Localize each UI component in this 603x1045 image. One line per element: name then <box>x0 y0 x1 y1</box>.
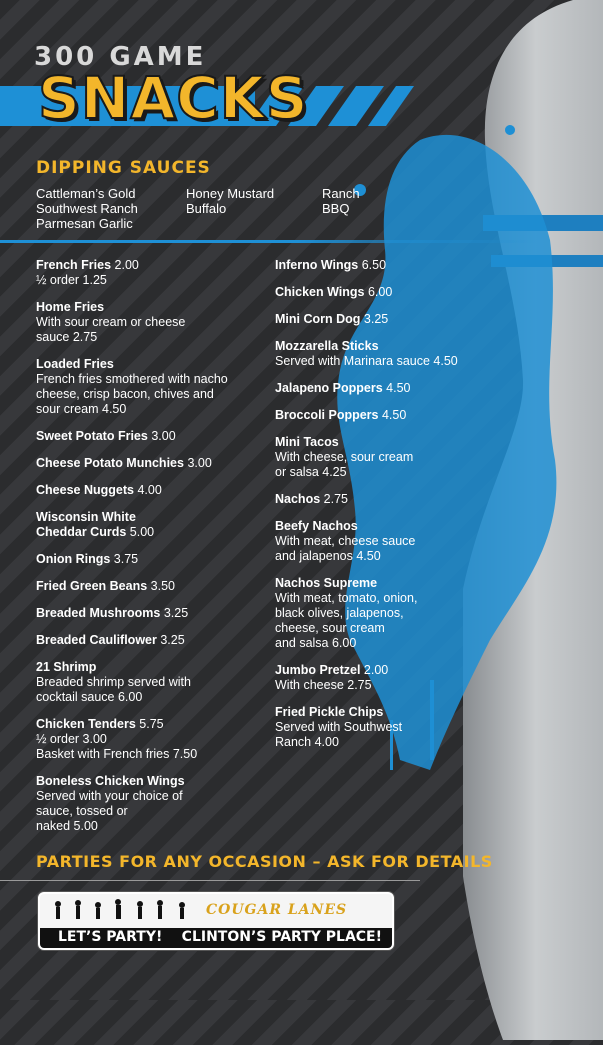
menu-item-name: Sweet Potato Fries <box>36 429 148 443</box>
menu-item-name: Cheese Nuggets <box>36 483 134 497</box>
sauces-column-2 <box>186 186 274 216</box>
menu-item-name: Breaded Cauliflower <box>36 633 157 647</box>
menu-item <box>36 717 266 762</box>
menu-item <box>36 258 266 288</box>
sauces-heading: DIPPING SAUCES <box>36 158 211 178</box>
sauce-item: BBQ <box>322 201 350 216</box>
menu-item-name: Mozzarella Sticks <box>275 339 379 353</box>
menu-item <box>36 456 266 471</box>
menu-item-description: Served with Southwest Ranch 4.00 <box>275 720 403 749</box>
menu-item-description: ½ order 3.00 Basket with French fries 7.50 <box>36 732 198 761</box>
menu-item <box>36 300 266 345</box>
menu-item <box>36 552 266 567</box>
menu-item-price: 3.00 <box>151 429 176 443</box>
menu-item-price: 3.25 <box>163 606 189 620</box>
menu-item-name: 21 Shrimp <box>36 660 97 674</box>
menu-item <box>275 663 475 693</box>
menu-item <box>275 381 475 396</box>
menu-item <box>275 258 475 273</box>
menu-item-name: Chicken Tenders <box>36 717 136 731</box>
menu-item-description: With sour cream or cheese sauce 2.75 <box>36 315 186 344</box>
menu-item-price: 4.50 <box>386 381 411 395</box>
menu-item-price: 3.75 <box>113 552 139 566</box>
page-title: SNACKS <box>38 64 309 132</box>
menu-item <box>36 774 266 834</box>
menu-item-name: Jumbo Pretzel <box>275 663 361 677</box>
menu-item <box>275 492 475 507</box>
menu-item-name: Cheese Potato Munchies <box>36 456 184 470</box>
menu-item-description: French fries smothered with nacho cheese, crisp bacon, chives and sour cream 4.50 <box>36 372 228 416</box>
menu-item <box>36 633 266 648</box>
top-label: 300 GAME <box>34 42 207 72</box>
menu-item <box>275 339 475 369</box>
sauce-item: Parmesan Garlic <box>36 216 133 231</box>
menu-item-name: Fried Green Beans <box>36 579 148 593</box>
menu-item-name: Onion Rings <box>36 552 111 566</box>
menu-item-price: 2.75 <box>323 492 348 506</box>
menu-item-description: With meat, cheese sauce and jalapenos 4.50 <box>275 534 416 563</box>
menu-item-name: Beefy Nachos <box>275 519 358 533</box>
menu-item-name: Mini Corn Dog <box>275 312 361 326</box>
sauce-item: Ranch <box>322 186 360 201</box>
banner-left-text: LET’S PARTY! <box>58 929 163 945</box>
menu-item-name: Chicken Wings <box>275 285 365 299</box>
menu-item-name: Nachos <box>275 492 321 506</box>
menu-item <box>275 576 475 651</box>
menu-item-price: 4.50 <box>381 408 407 422</box>
section-divider <box>0 240 540 243</box>
menu-item-name: Nachos Supreme <box>275 576 378 590</box>
menu-item <box>275 435 475 480</box>
menu-item-name: Home Fries <box>36 300 105 314</box>
menu-item <box>275 312 475 327</box>
sauce-item: Cattleman’s Gold <box>36 186 136 201</box>
menu-item-name: Loaded Fries <box>36 357 114 371</box>
menu-item-name: Fried Pickle Chips <box>275 705 384 719</box>
menu-item-description: ½ order 1.25 <box>36 273 107 287</box>
menu-column-right <box>275 258 475 762</box>
menu-item <box>36 660 266 705</box>
menu-item-description: Served with Marinara sauce 4.50 <box>275 354 458 368</box>
menu-item-name: Wisconsin White Cheddar Curds <box>36 510 136 539</box>
banner-right-text: CLINTON’S PARTY PLACE! <box>181 929 382 945</box>
menu-item <box>275 705 475 750</box>
menu-item-name: Boneless Chicken Wings <box>36 774 185 788</box>
menu-item-price: 3.50 <box>150 579 175 593</box>
menu-item-price: 3.25 <box>363 312 389 326</box>
menu-column-left <box>36 258 266 846</box>
menu-item <box>36 606 266 621</box>
menu-item-name: Mini Tacos <box>275 435 339 449</box>
menu-item-name: Breaded Mushrooms <box>36 606 161 620</box>
menu-item-price: 6.50 <box>361 258 387 272</box>
menu-item-name: French Fries <box>36 258 112 272</box>
menu-item-price: 3.00 <box>187 456 212 470</box>
sauces-column-3 <box>322 186 360 216</box>
menu-item <box>275 519 475 564</box>
party-banner <box>38 892 394 950</box>
menu-item-description: Served with your choice of sauce, tossed or naked 5.00 <box>36 789 183 833</box>
menu-item <box>275 285 475 300</box>
menu-item-name: Broccoli Poppers <box>275 408 379 422</box>
menu-item-price: 4.00 <box>137 483 162 497</box>
menu-item <box>36 579 266 594</box>
menu-item <box>36 429 266 444</box>
sauce-item: Buffalo <box>186 201 227 216</box>
sauces-column-1 <box>36 186 138 231</box>
menu-item-description: With cheese, sour cream or salsa 4.25 <box>275 450 414 479</box>
menu-item-price: 3.25 <box>160 633 185 647</box>
menu-item-price: 6.00 <box>367 285 393 299</box>
menu-item-name: Jalapeno Poppers <box>275 381 383 395</box>
menu-item <box>36 357 266 417</box>
footer-divider <box>0 880 420 881</box>
menu-item-price: 2.00 <box>363 663 389 677</box>
menu-item-price: 5.00 <box>129 525 155 539</box>
menu-item-price: 2.00 <box>114 258 139 272</box>
parties-heading: PARTIES FOR ANY OCCASION – ASK FOR DETAILS <box>36 852 493 871</box>
menu-item-description: With meat, tomato, onion, black olives, jalapenos, cheese, sour cream and salsa 6.00 <box>275 591 418 650</box>
menu-item-description: Breaded shrimp served with cocktail sauce 6.00 <box>36 675 191 704</box>
cougar-lanes-logo: COUGAR LANES <box>206 902 348 918</box>
sauce-item: Southwest Ranch <box>36 201 138 216</box>
menu-item-description: With cheese 2.75 <box>275 678 372 692</box>
dancers-silhouette-icon <box>50 898 200 928</box>
menu-item-price: 5.75 <box>139 717 164 731</box>
sauce-item: Honey Mustard <box>186 186 275 201</box>
menu-item <box>36 483 266 498</box>
menu-item-name: Inferno Wings <box>275 258 359 272</box>
menu-item <box>36 510 266 540</box>
menu-item <box>275 408 475 423</box>
